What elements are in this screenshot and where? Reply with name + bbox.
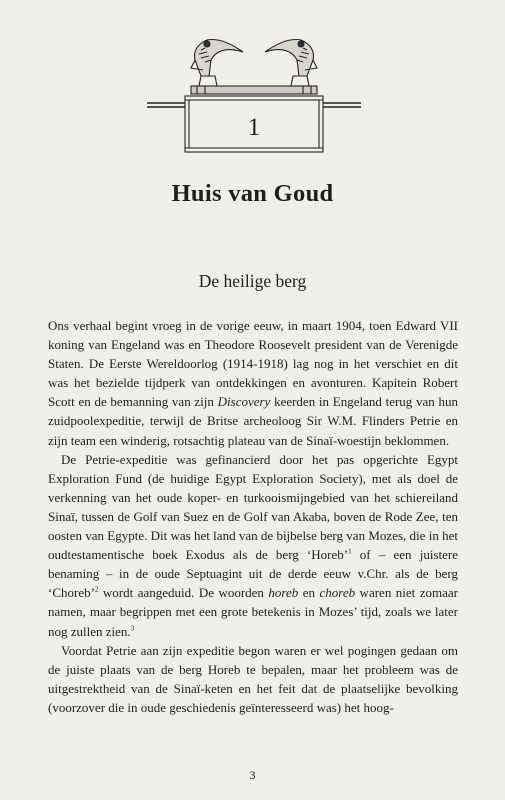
- footnote-marker: 1: [348, 547, 352, 556]
- footnote-marker: 2: [94, 585, 99, 594]
- chapter-number: 1: [247, 114, 261, 141]
- paragraph: Ons verhaal begint vroeg in de vorige eeuw, in maart 1904, toen Edward VII koning van Engeland was en Theodore Roosevelt president van de Verenigde Staten. De Eerste Wereldoorlog (1914-1918) lag nog in het verschiet en dit was het bezielde tijdperk van ontdekkingen en avonturen. Kapitein Robert Scott en de bemanning van zijn Discovery keerden in Engeland terug van hun zuidpoolexpeditie, terwijl de Britse archeoloog Sir W.M. Flinders Petrie en zijn team een winderig, rotsachtig plateau van de Sinaï-woestijn beklommen.: [48, 318, 459, 448]
- body-text: [48, 316, 458, 717]
- paragraph: De Petrie-expeditie was gefinancierd door het pas opgerichte Egypt Exploration Fund (de huidige Egypt Exploration Society), met als doel de verkenning van het oude koper- en turkooismijngebied van het schiereiland Sinaï, tussen de Golf van Suez en de Golf van Akaba, boven de Rode Zee, ten oosten van Egypte. Dit was het land van de bijbelse berg van Mozes, die in het oudtestamentische boek Exodus als de berg ‘Horeb’$^1$ of – een juistere benaming – in de oude Septuagint uit de derde eeuw v.Chr. als de berg ‘Choreb’$^2$ wordt aangeduid. De woorden horeb en choreb waren niet zomaar namen, maar begrippen met een grote betekenis in Mozes’ tijd, zoals we later nog zullen zien.$^3$: [48, 451, 458, 639]
- paragraph: Voordat Petrie aan zijn expeditie begon waren er wel pogingen gedaan om de juiste plaats van de berg Horeb te bepalen, maar het probleem was de uitgestrektheid van de Sinaï-keten en het feit dat de plaatselijke bevolking (voorzover die in oude geschiedenis geïnteresseerd was) het hoog-: [48, 642, 458, 715]
- chapter-title: Huis van Goud: [171, 180, 334, 207]
- section-title: De heilige berg: [198, 271, 307, 291]
- page-number: 3: [249, 768, 256, 782]
- footnote-marker: 3: [130, 624, 135, 633]
